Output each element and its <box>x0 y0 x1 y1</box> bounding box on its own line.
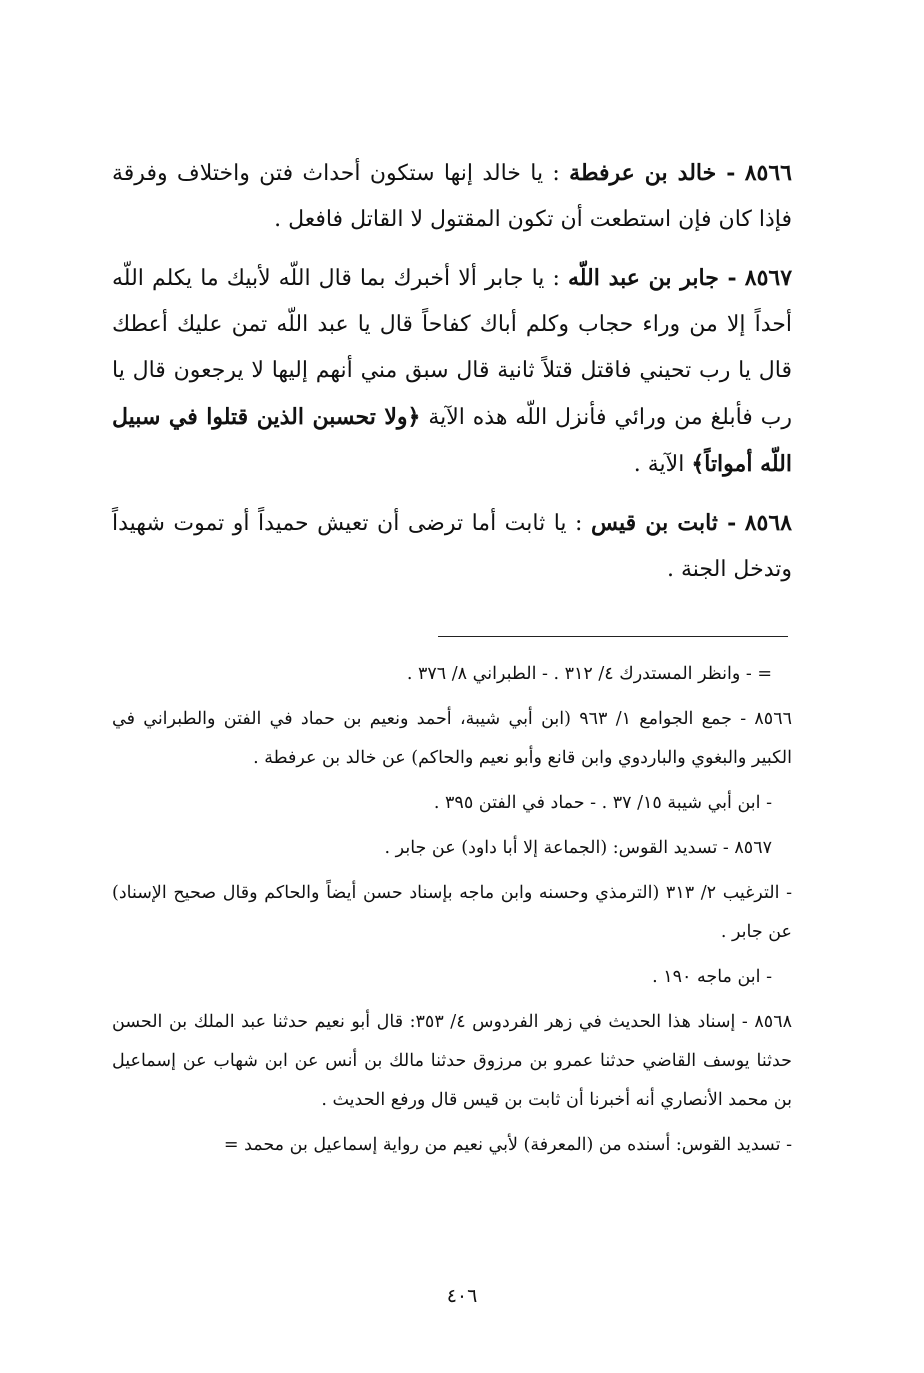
footnote: = - وانظر المستدرك ٤/ ٣١٢ . - الطبراني ٨/ ٣٧٦ . <box>406 664 772 684</box>
hadith-entry: ٨٥٦٨ - ثابت بن قيس : يا ثابت أما ترضى أن تعيش حميداً أو تموت شهيداً وتدخل الجنة . <box>112 510 792 582</box>
footnotes <box>112 655 792 1171</box>
hadith-number: ٨٥٦٨ <box>744 510 792 536</box>
narrator-name: ثابت بن قيس <box>590 510 718 536</box>
quran-verse: ﴿ولا تحسبن الذين قتلوا في سبيل اللّه أمواتاً﴾ <box>112 404 792 477</box>
footnote: - تسديد القوس: أسنده من (المعرفة) لأبي نعيم من رواية إسماعيل بن محمد = <box>223 1135 792 1155</box>
footnote: ٨٥٦٧ - تسديد القوس: (الجماعة إلا أبا داود) عن جابر . <box>384 838 772 858</box>
footnote: - ابن أبي شيبة ١٥/ ٣٧ . - حماد في الفتن ٣٩٥ . <box>433 793 772 813</box>
footnote: ٨٥٦٦ - جمع الجوامع ١/ ٩٦٣ (ابن أبي شيبة، أحمد ونعيم بن حماد في الفتن والطبراني في الكبير والبغوي والباردوي وابن قانع وأبو نعيم والحاكم) عن خالد بن عرفطة . <box>112 709 792 768</box>
hadith-entry: ٨٥٦٦ - خالد بن عرفطة : يا خالد إنها ستكون أحداث فتن واختلاف وفرقة فإذا كان فإن استطعت أن تكون المقتول لا القاتل فافعل . <box>112 160 792 232</box>
footnote: ٨٥٦٨ - إسناد هذا الحديث في زهر الفردوس ٤/ ٣٥٣: قال أبو نعيم حدثنا عبد الملك بن الحسن حدثنا يوسف القاضي حدثنا عمرو بن مرزوق حدثنا مالك بن أنس عن ابن شهاب عن إسماعيل بن محمد الأنصاري أنه أخبرنا أن ثابت بن قيس قال ورفع الحديث . <box>112 1012 792 1110</box>
narrator-name: جابر بن عبد اللّه <box>567 265 719 291</box>
hadith-entry: ٨٥٦٧ - جابر بن عبد اللّه : يا جابر ألا أخبرك بما قال اللّه لأبيك ما يكلم اللّه أحداً إلا من وراء حجاب وكلم أباك كفاحاً قال يا عبد اللّه تمن عليك أعطك قال يا رب تحيني فاقتل قتلاً ثانية قال سبق مني أنهم إليها لا يرجعون قال يا رب فأبلغ من ورائي فأنزل اللّه هذه الآية ﴿ولا تحسبن الذين قتلوا في سبيل اللّه أمواتاً﴾ الآية . <box>112 265 793 477</box>
footnote: - الترغيب ٢/ ٣١٣ (الترمذي وحسنه وابن ماجه بإسناد حسن أيضاً والحاكم وقال صحيح الإسناد) عن جابر . <box>112 883 792 942</box>
footnote-divider <box>438 636 788 637</box>
narrator-name: خالد بن عرفطة <box>569 160 717 186</box>
hadith-number: ٨٥٦٦ <box>744 160 792 186</box>
footnote: - ابن ماجه ١٩٠ . <box>652 967 772 987</box>
page-number: ٤٠٦ <box>446 1285 478 1307</box>
main-text <box>112 150 792 605</box>
hadith-text-end: الآية . <box>633 452 685 477</box>
hadith-text: : يا جابر ألا أخبرك بما قال اللّه لأبيك ما يكلم اللّه أحداً إلا من وراء حجاب وكلم أباك كفاحاً قال يا عبد اللّه تمن عليك أعطك قال يا رب تحيني فاقتل قتلاً ثانية قال سبق مني أنهم إليها لا يرجعون قال يا رب فأبلغ من ورائي فأنزل اللّه هذه الآية <box>112 266 792 430</box>
hadith-number: ٨٥٦٧ <box>744 265 793 291</box>
hadith-text: : يا ثابت أما ترضى أن تعيش حميداً أو تموت شهيداً وتدخل الجنة . <box>112 511 792 582</box>
hadith-text: : يا خالد إنها ستكون أحداث فتن واختلاف وفرقة فإذا كان فإن استطعت أن تكون المقتول لا القاتل فافعل . <box>112 161 792 232</box>
